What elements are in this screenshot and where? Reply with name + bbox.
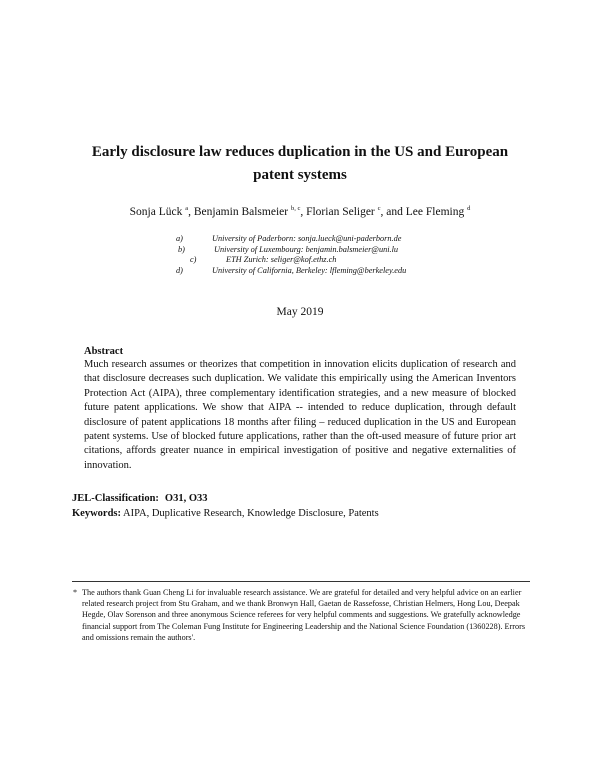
author-affiliation-mark: a [185, 205, 189, 212]
affiliation-list [176, 234, 496, 276]
affiliation-label: b) [178, 244, 185, 254]
affiliation-text: University of California, Berkeley: lfleming@berkeley.edu [212, 265, 407, 275]
author-affiliation-mark: c [377, 205, 381, 212]
keywords [72, 508, 379, 519]
author-separator: , and [380, 206, 406, 218]
title-line-1: Early disclosure law reduces duplication in the US and European [91, 144, 509, 160]
author-affiliation-mark: d [467, 205, 471, 212]
affiliation-text: University of Paderborn: sonja.lueck@uni-paderborn.de [212, 234, 402, 243]
abstract-heading: Abstract [84, 346, 124, 357]
footnote-marker: * [73, 588, 78, 597]
footnote [73, 587, 530, 643]
author-name: Florian Seliger [306, 206, 375, 218]
publication-date: May 2019 [276, 306, 324, 318]
jel-label: JEL-Classification: [72, 493, 159, 504]
author-name: Benjamin Balsmeier [193, 206, 289, 218]
affiliation-label: a) [176, 234, 183, 243]
author-affiliation-mark: b, c [290, 205, 301, 212]
affiliation-text: ETH Zurich: seliger@kof.ethz.ch [226, 255, 337, 264]
keywords-text: AIPA, Duplicative Research, Knowledge Disclosure, Patents [123, 508, 379, 519]
author-separator: , [300, 206, 307, 218]
footnote-text: The authors thank Guan Cheng Li for invaluable research assistance. We are grateful for detailed and very helpful advice on an earlier related research project from Stu Graham, and we thank Bronwyn Hall, Gaetan de Rassefosse, Christian Helmers, Hong Lou, Deepak Hegde, Olav Sorenson and three anonymous Science referees for very helpful comments and suggestions. We gratefully acknowledge financial support from The Coleman Fung Institute for Engineering Leadership and the National Science Foundation (1360228). Errors and omissions remain the authors'. [82, 588, 526, 642]
affiliation-item [176, 234, 496, 245]
affiliation-text: University of Luxembourg: benjamin.balsmeier@uni.lu [214, 244, 399, 254]
affiliation-item [176, 266, 496, 277]
affiliation-label: c) [190, 255, 197, 264]
jel-classification [72, 493, 208, 504]
footnote-divider [72, 581, 530, 582]
author-list [60, 205, 540, 219]
paper-title [60, 141, 540, 187]
author-name: Sonja Lück [129, 206, 183, 218]
keywords-label: Keywords: [72, 508, 121, 519]
title-line-2: patent systems [253, 167, 347, 183]
abstract-body: Much research assumes or theorizes that competition in innovation elicits duplication of research and that disclosure decreases such duplication. We validate this empirically using the American Inventors Protection Act (AIPA), three complementary identification strategies, and a new measure of blocked future patent applications. We show that AIPA -- intended to reduce duplication, through default disclosure of patent applications 18 months after filing – reduced duplication in the US and European patent systems. Use of blocked future applications, rather than the oft-used measure of future prior art citations, affords greater nuance in empirical investigation of positive and negative externalities of innovation. [84, 359, 516, 471]
jel-codes: O31, O33 [164, 493, 208, 504]
author-separator: , [188, 206, 194, 218]
affiliation-label: d) [176, 265, 183, 275]
affiliation-item [176, 255, 496, 266]
affiliation-item [176, 245, 496, 256]
author-name: Lee Fleming [405, 206, 465, 218]
